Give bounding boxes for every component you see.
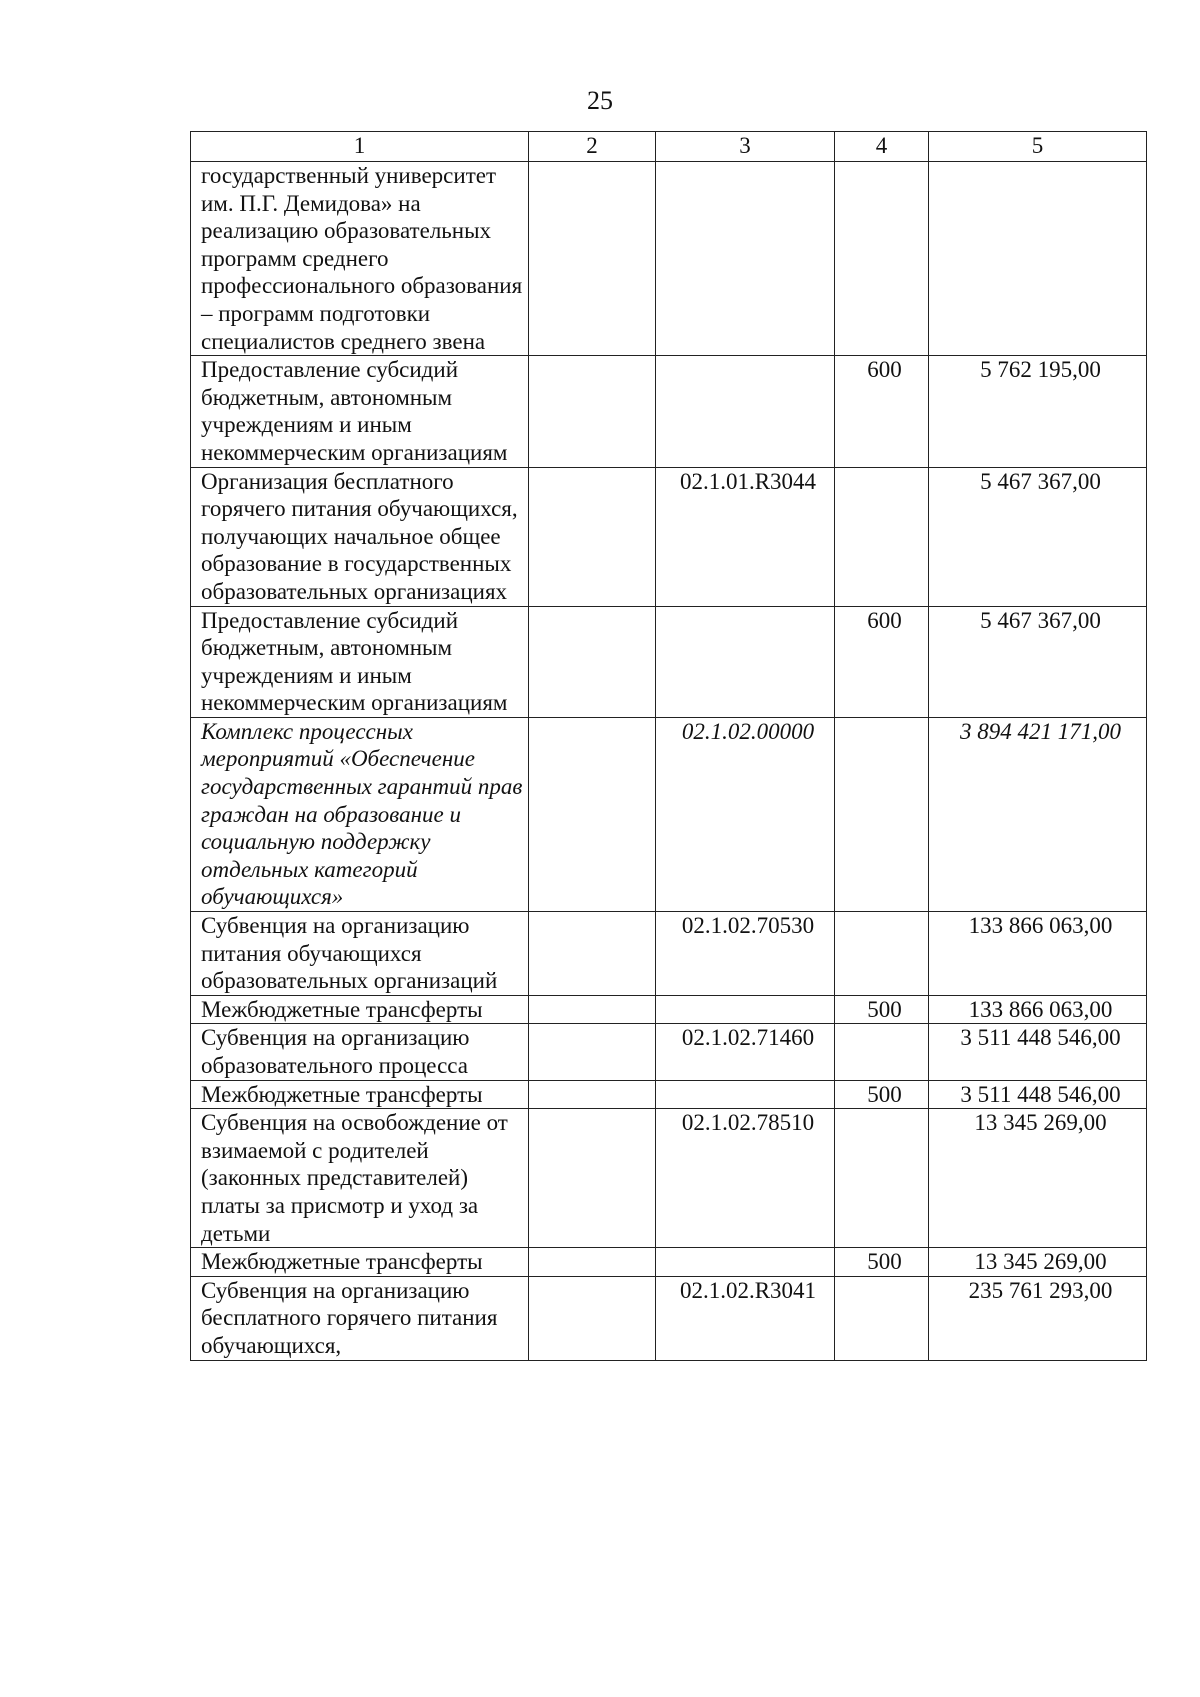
- column-number-row: [191, 132, 1147, 162]
- row-sum-cell: 3 511 448 546,00: [929, 1024, 1147, 1080]
- row-name-cell: Субвенция на организацию питания обучающихся образовательных организаций: [191, 912, 529, 996]
- table-row: [191, 717, 1147, 911]
- table-body: [191, 162, 1147, 1361]
- row-sum-cell: 133 866 063,00: [929, 912, 1147, 996]
- row-col2-cell: [529, 1109, 656, 1248]
- row-type-cell: [835, 467, 929, 606]
- column-header: 5: [929, 132, 1147, 162]
- column-header: 2: [529, 132, 656, 162]
- table-row: [191, 995, 1147, 1024]
- table-row: [191, 1080, 1147, 1109]
- row-name-cell: Межбюджетные трансферты: [191, 1080, 529, 1109]
- row-col2-cell: [529, 717, 656, 911]
- row-col2-cell: [529, 162, 656, 356]
- row-name-cell: Организация бесплатного горячего питания обучающихся, получающих начальное общее образование в государственных образовательных организациях: [191, 467, 529, 606]
- row-code-cell: [656, 995, 835, 1024]
- row-sum-cell: 3 894 421 171,00: [929, 717, 1147, 911]
- row-col2-cell: [529, 1080, 656, 1109]
- table-row: [191, 1248, 1147, 1277]
- row-col2-cell: [529, 995, 656, 1024]
- row-name-cell: Межбюджетные трансферты: [191, 995, 529, 1024]
- row-name-cell: Комплекс процессных мероприятий «Обеспечение государственных гарантий прав граждан на образование и социальную поддержку отдельных категорий обучающихся»: [191, 717, 529, 911]
- table-row: [191, 356, 1147, 467]
- row-name-cell: Субвенция на организацию образовательного процесса: [191, 1024, 529, 1080]
- row-col2-cell: [529, 1248, 656, 1277]
- budget-table: [190, 131, 1147, 1361]
- row-code-cell: [656, 1080, 835, 1109]
- row-col2-cell: [529, 606, 656, 717]
- row-type-cell: [835, 1024, 929, 1080]
- row-sum-cell: [929, 162, 1147, 356]
- table-row: [191, 1276, 1147, 1360]
- row-type-cell: 600: [835, 606, 929, 717]
- row-type-cell: 500: [835, 1248, 929, 1277]
- row-type-cell: [835, 717, 929, 911]
- column-header: 1: [191, 132, 529, 162]
- row-col2-cell: [529, 467, 656, 606]
- row-name-cell: Субвенция на освобождение от взимаемой с родителей (законных представителей) платы за присмотр и уход за детьми: [191, 1109, 529, 1248]
- row-code-cell: 02.1.02.R3041: [656, 1276, 835, 1360]
- row-type-cell: [835, 1276, 929, 1360]
- row-type-cell: 500: [835, 1080, 929, 1109]
- row-code-cell: 02.1.01.R3044: [656, 467, 835, 606]
- row-col2-cell: [529, 356, 656, 467]
- table-row: [191, 162, 1147, 356]
- column-header: 3: [656, 132, 835, 162]
- row-type-cell: 600: [835, 356, 929, 467]
- row-type-cell: [835, 162, 929, 356]
- row-sum-cell: 5 762 195,00: [929, 356, 1147, 467]
- row-code-cell: [656, 1248, 835, 1277]
- row-name-cell: государственный университет им. П.Г. Демидова» на реализацию образовательных программ среднего профессионального образования – программ подготовки специалистов среднего звена: [191, 162, 529, 356]
- row-sum-cell: 5 467 367,00: [929, 467, 1147, 606]
- row-code-cell: 02.1.02.78510: [656, 1109, 835, 1248]
- row-col2-cell: [529, 1024, 656, 1080]
- row-name-cell: Межбюджетные трансферты: [191, 1248, 529, 1277]
- row-sum-cell: 13 345 269,00: [929, 1109, 1147, 1248]
- row-code-cell: [656, 162, 835, 356]
- row-code-cell: [656, 356, 835, 467]
- table-row: [191, 467, 1147, 606]
- row-col2-cell: [529, 912, 656, 996]
- row-sum-cell: 235 761 293,00: [929, 1276, 1147, 1360]
- row-name-cell: Субвенция на организацию бесплатного горячего питания обучающихся,: [191, 1276, 529, 1360]
- row-code-cell: [656, 606, 835, 717]
- row-code-cell: 02.1.02.70530: [656, 912, 835, 996]
- row-code-cell: 02.1.02.71460: [656, 1024, 835, 1080]
- row-name-cell: Предоставление субсидий бюджетным, автономным учреждениям и иным некоммерческим организациям: [191, 356, 529, 467]
- row-sum-cell: 3 511 448 546,00: [929, 1080, 1147, 1109]
- row-col2-cell: [529, 1276, 656, 1360]
- table-row: [191, 1024, 1147, 1080]
- row-code-cell: 02.1.02.00000: [656, 717, 835, 911]
- row-type-cell: [835, 1109, 929, 1248]
- column-header: 4: [835, 132, 929, 162]
- table-row: [191, 1109, 1147, 1248]
- page-number: 25: [587, 86, 613, 115]
- row-type-cell: 500: [835, 995, 929, 1024]
- row-type-cell: [835, 912, 929, 996]
- table-row: [191, 912, 1147, 996]
- row-sum-cell: 133 866 063,00: [929, 995, 1147, 1024]
- row-sum-cell: 13 345 269,00: [929, 1248, 1147, 1277]
- row-sum-cell: 5 467 367,00: [929, 606, 1147, 717]
- row-name-cell: Предоставление субсидий бюджетным, автономным учреждениям и иным некоммерческим организациям: [191, 606, 529, 717]
- table-row: [191, 606, 1147, 717]
